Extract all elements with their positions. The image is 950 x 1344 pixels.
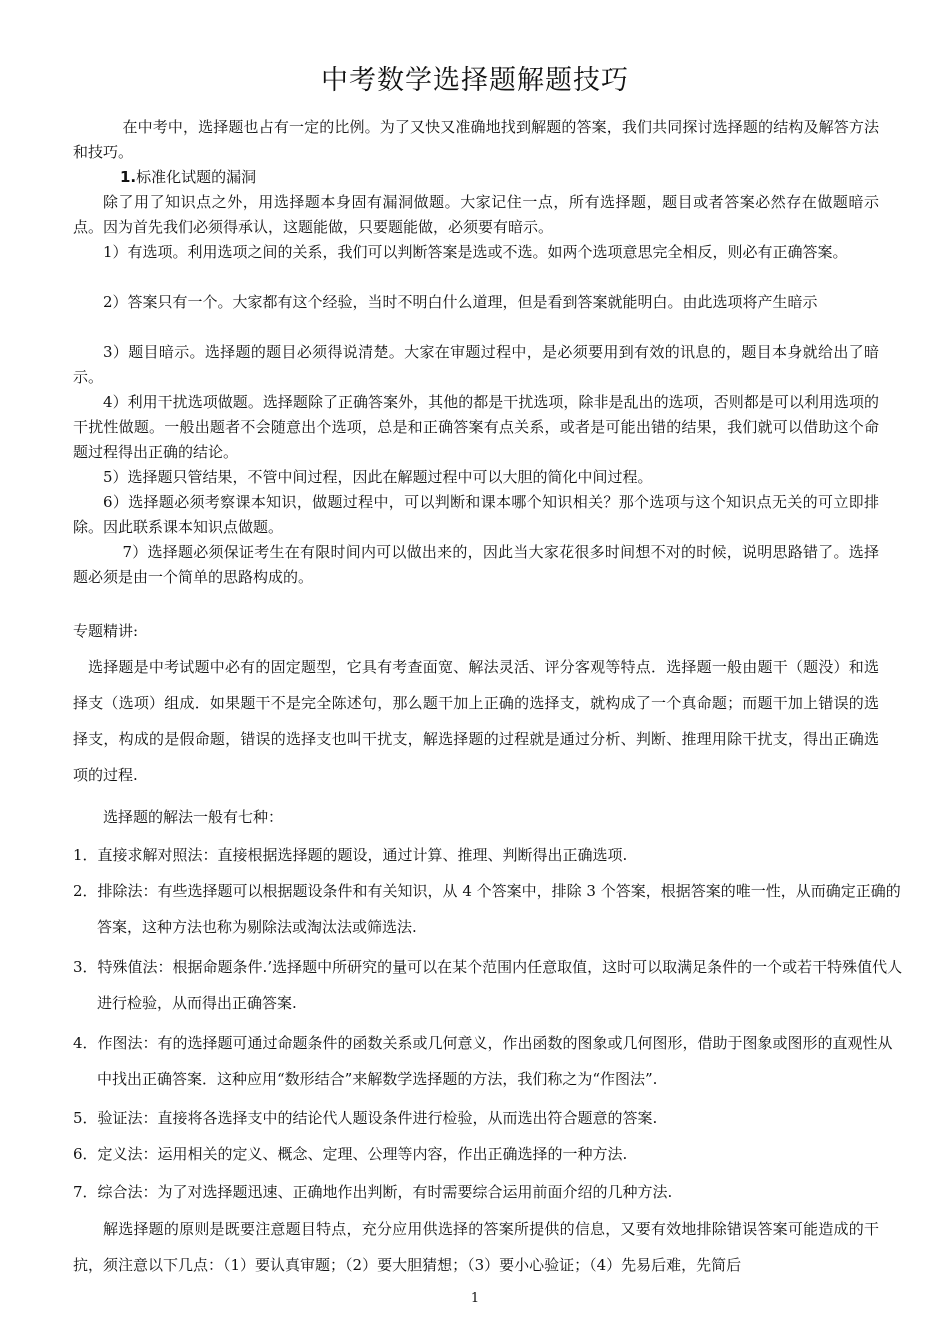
section-heading: 专题精讲:: [73, 622, 139, 640]
list-item: 2）答案只有一个。大家都有这个经验，当时不明白什么道理，但是看到答案就能明白。由此选项将产生暗示: [103, 293, 818, 311]
document-title: 中考数学选择题解题技巧: [321, 65, 629, 96]
intro-paragraph: 在中考中，选择题也占有一定的比例。为了又快又准确地找到解题的答案，我们共同探讨选择题的结构及解答方法和技巧。: [73, 118, 879, 161]
list-item: 1）有选项。利用选项之间的关系，我们可以判断答案是选或不选。如两个选项意思完全相反，则必有正确答案。: [103, 243, 848, 261]
section-number: 1.: [120, 168, 137, 186]
method-item: 6．定义法：运用相关的定义、概念、定理、公理等内容，作出正确选择的一种方法.: [73, 1145, 628, 1163]
section-heading-text: 标准化试题的漏洞: [136, 168, 257, 186]
list-item: 4）利用干扰选项做题。选择题除了正确答案外，其他的都是干扰选项，除非是乱出的选项，否则都是可以利用选项的干扰性做题。一般出题者不会随意出个选项，总是和正确答案有点关系，或者是可能出错的结果，我们就可以借助这个命题过程得出正确的结论。: [73, 393, 879, 461]
method-item: 4．作图法：有的选择题可通过命题条件的函数关系或几何意义，作出函数的图象或几何图形，借助于图象或图形的直观性从中找出正确答案．这种应用“数形结合”来解数学选择题的方法，我们称之为“作图法”.: [73, 1034, 893, 1088]
list-item: 7）选择题必须保证考生在有限时间内可以做出来的，因此当大家花很多时间想不对的时候，说明思路错了。选择题必须是由一个简单的思路构成的。: [73, 543, 879, 586]
list-item: 6）选择题必须考察课本知识，做题过程中，可以判断和课本哪个知识相关？那个选项与这个知识点无关的可立即排除。因此联系课本知识点做题。: [73, 493, 879, 536]
method-item: 7．综合法：为了对选择题迅速、正确地作出判断，有时需要综合运用前面介绍的几种方法.: [73, 1183, 673, 1201]
method-item: 5．验证法：直接将各选择支中的结论代人题设条件进行检验，从而选出符合题意的答案.: [73, 1109, 658, 1127]
method-item: 3．特殊值法：根据命题条件.’选择题中所研究的量可以在某个范围内任意取值，这时可以取满足条件的一个或若干特殊值代人进行检验，从而得出正确答案.: [73, 958, 903, 1012]
page-number: 1: [470, 1291, 480, 1306]
section-paragraph: 除了用了知识点之外，用选择题本身固有漏洞做题。大家记住一点，所有选择题，题目或者答案必然存在做题暗示点。因为首先我们必须得承认，这题能做，只要题能做，必须要有暗示。: [73, 193, 879, 236]
methods-intro: 选择题的解法一般有七种：: [103, 808, 284, 826]
method-item: 1．直接求解对照法：直接根据选择题的题设，通过计算、推理、判断得出正确选项.: [73, 846, 628, 864]
list-item: 3）题目暗示。选择题的题目必须得说清楚。大家在审题过程中，是必须要用到有效的讯息的，题目本身就给出了暗示。: [73, 343, 879, 386]
section-paragraph: 选择题是中考试题中必有的固定题型，它具有考查面宽、解法灵活、评分客观等特点．选择题一般由题干（题没）和选择支（选项）组成．如果题干不是完全陈述句，那么题干加上正确的选择支，就构成了一个真命题；而题干加上错误的选择支，构成的是假命题，错误的选择支也叫干扰支，解选择题的过程就是通过分析、判断、推理用除干扰支，得出正确选项的过程.: [73, 658, 879, 784]
list-item: 5）选择题只管结果，不管中间过程，因此在解题过程中可以大胆的简化中间过程。: [103, 468, 653, 486]
method-item: 2．排除法：有些选择题可以根据题设条件和有关知识，从 4 个答案中，排除 3 个答案，根据答案的唯一性，从而确定正确的答案，这种方法也称为剔除法或淘汰法或筛选法.: [73, 882, 901, 936]
closing-paragraph: 解选择题的原则是既要注意题目特点，充分应用供选择的答案所提供的信息，又要有效地排除错误答案可能造成的干抗，须注意以下几点：（1）要认真审题；（2）要大胆猜想；（3）要小心验证；（4）先易后难，先简后: [73, 1220, 879, 1274]
section-heading: [120, 165, 256, 190]
